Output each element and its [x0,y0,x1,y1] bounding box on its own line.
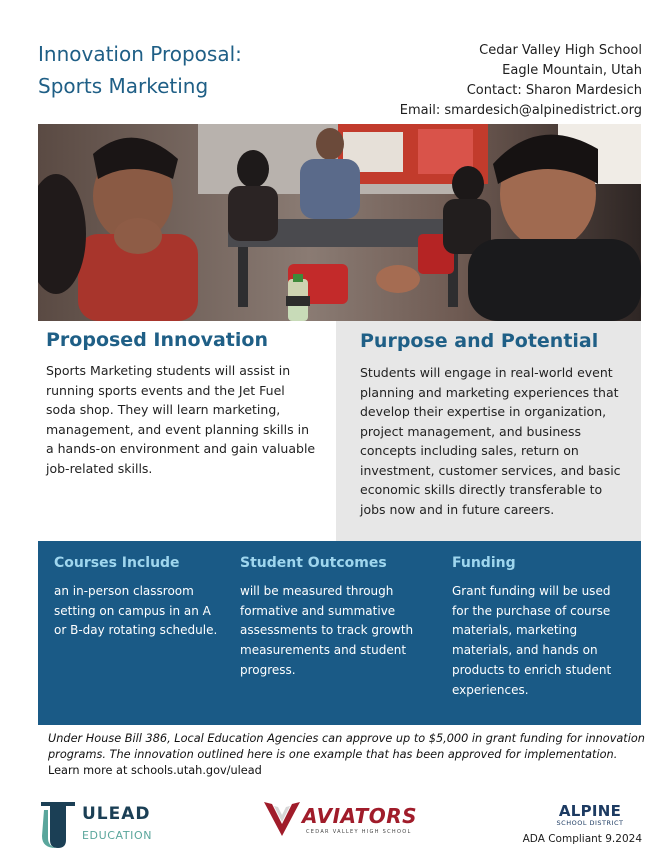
courses-heading: Courses Include [54,555,180,571]
school-name: Cedar Valley High School [479,43,642,58]
legislation-note-italic: Under House Bill 386, Local Education Agencies can approve up to $5,000 in grant funding for innovation programs. The innovation outlined here is one example that has been approved for implementation. [48,732,645,761]
ada-compliance: ADA Compliant 9.2024 [522,833,642,845]
outcomes-heading: Student Outcomes [240,555,387,571]
learn-more-link[interactable]: Learn more at schools.utah.gov/ulead [48,764,262,777]
outcomes-text: will be measured through formative and summative assessments to track growth measurements and student progress. [240,584,414,677]
aviators-name: AVIATORS [302,804,418,828]
aviators-sub: CEDAR VALLEY HIGH SCHOOL [306,829,412,835]
alpine-sub: SCHOOL DISTRICT [556,819,624,827]
title-line-1: Innovation Proposal: [38,42,242,66]
contact-block [400,41,642,121]
purpose-potential-heading: Purpose and Potential [360,330,599,352]
proposed-innovation-section [38,321,336,541]
legislation-note [48,731,648,779]
ulead-sub: EDUCATION [82,829,153,842]
funding-column [452,552,630,700]
page-title [38,38,242,102]
funding-text: Grant funding will be used for the purchase of course materials, marketing materials, and hands on products to enrich student experiences. [452,584,612,697]
funding-heading: Funding [452,555,516,571]
classroom-photo [38,124,641,321]
courses-column [54,552,224,641]
proposed-innovation-text: Sports Marketing students will assist in running sports events and the Jet Fuel soda shop. They will learn marketing, management, and event planning skills in a hands-on environment and gain valuable job-related skills. [46,363,316,476]
aviators-logo [262,798,430,844]
info-band [38,541,641,725]
aviators-wing-icon [262,798,302,840]
ulead-mark-icon [38,796,78,850]
logo-footer [0,790,672,868]
purpose-potential-section [336,321,641,541]
title-line-2: Sports Marketing [38,74,209,98]
alpine-logo [538,804,642,827]
alpine-name: ALPINE [558,802,622,820]
courses-text: an in-person classroom setting on campus in an A or B-day rotating schedule. [54,584,218,638]
ulead-name: ULEAD [82,804,151,824]
purpose-potential-text: Students will engage in real-world event planning and marketing experiences that develop their expertise in organization, project management, and business concepts including sales, return on investment, customer services, and basic economic skills directly transferable to jobs now and in future careers. [360,365,621,517]
proposed-innovation-heading: Proposed Innovation [46,329,268,351]
contact-email[interactable]: Email: smardesich@alpinedistrict.org [399,103,642,118]
contact-person: Contact: Sharon Mardesich [466,83,642,98]
school-location: Eagle Mountain, Utah [502,63,642,78]
ulead-logo [38,796,178,850]
outcomes-column [240,552,440,681]
